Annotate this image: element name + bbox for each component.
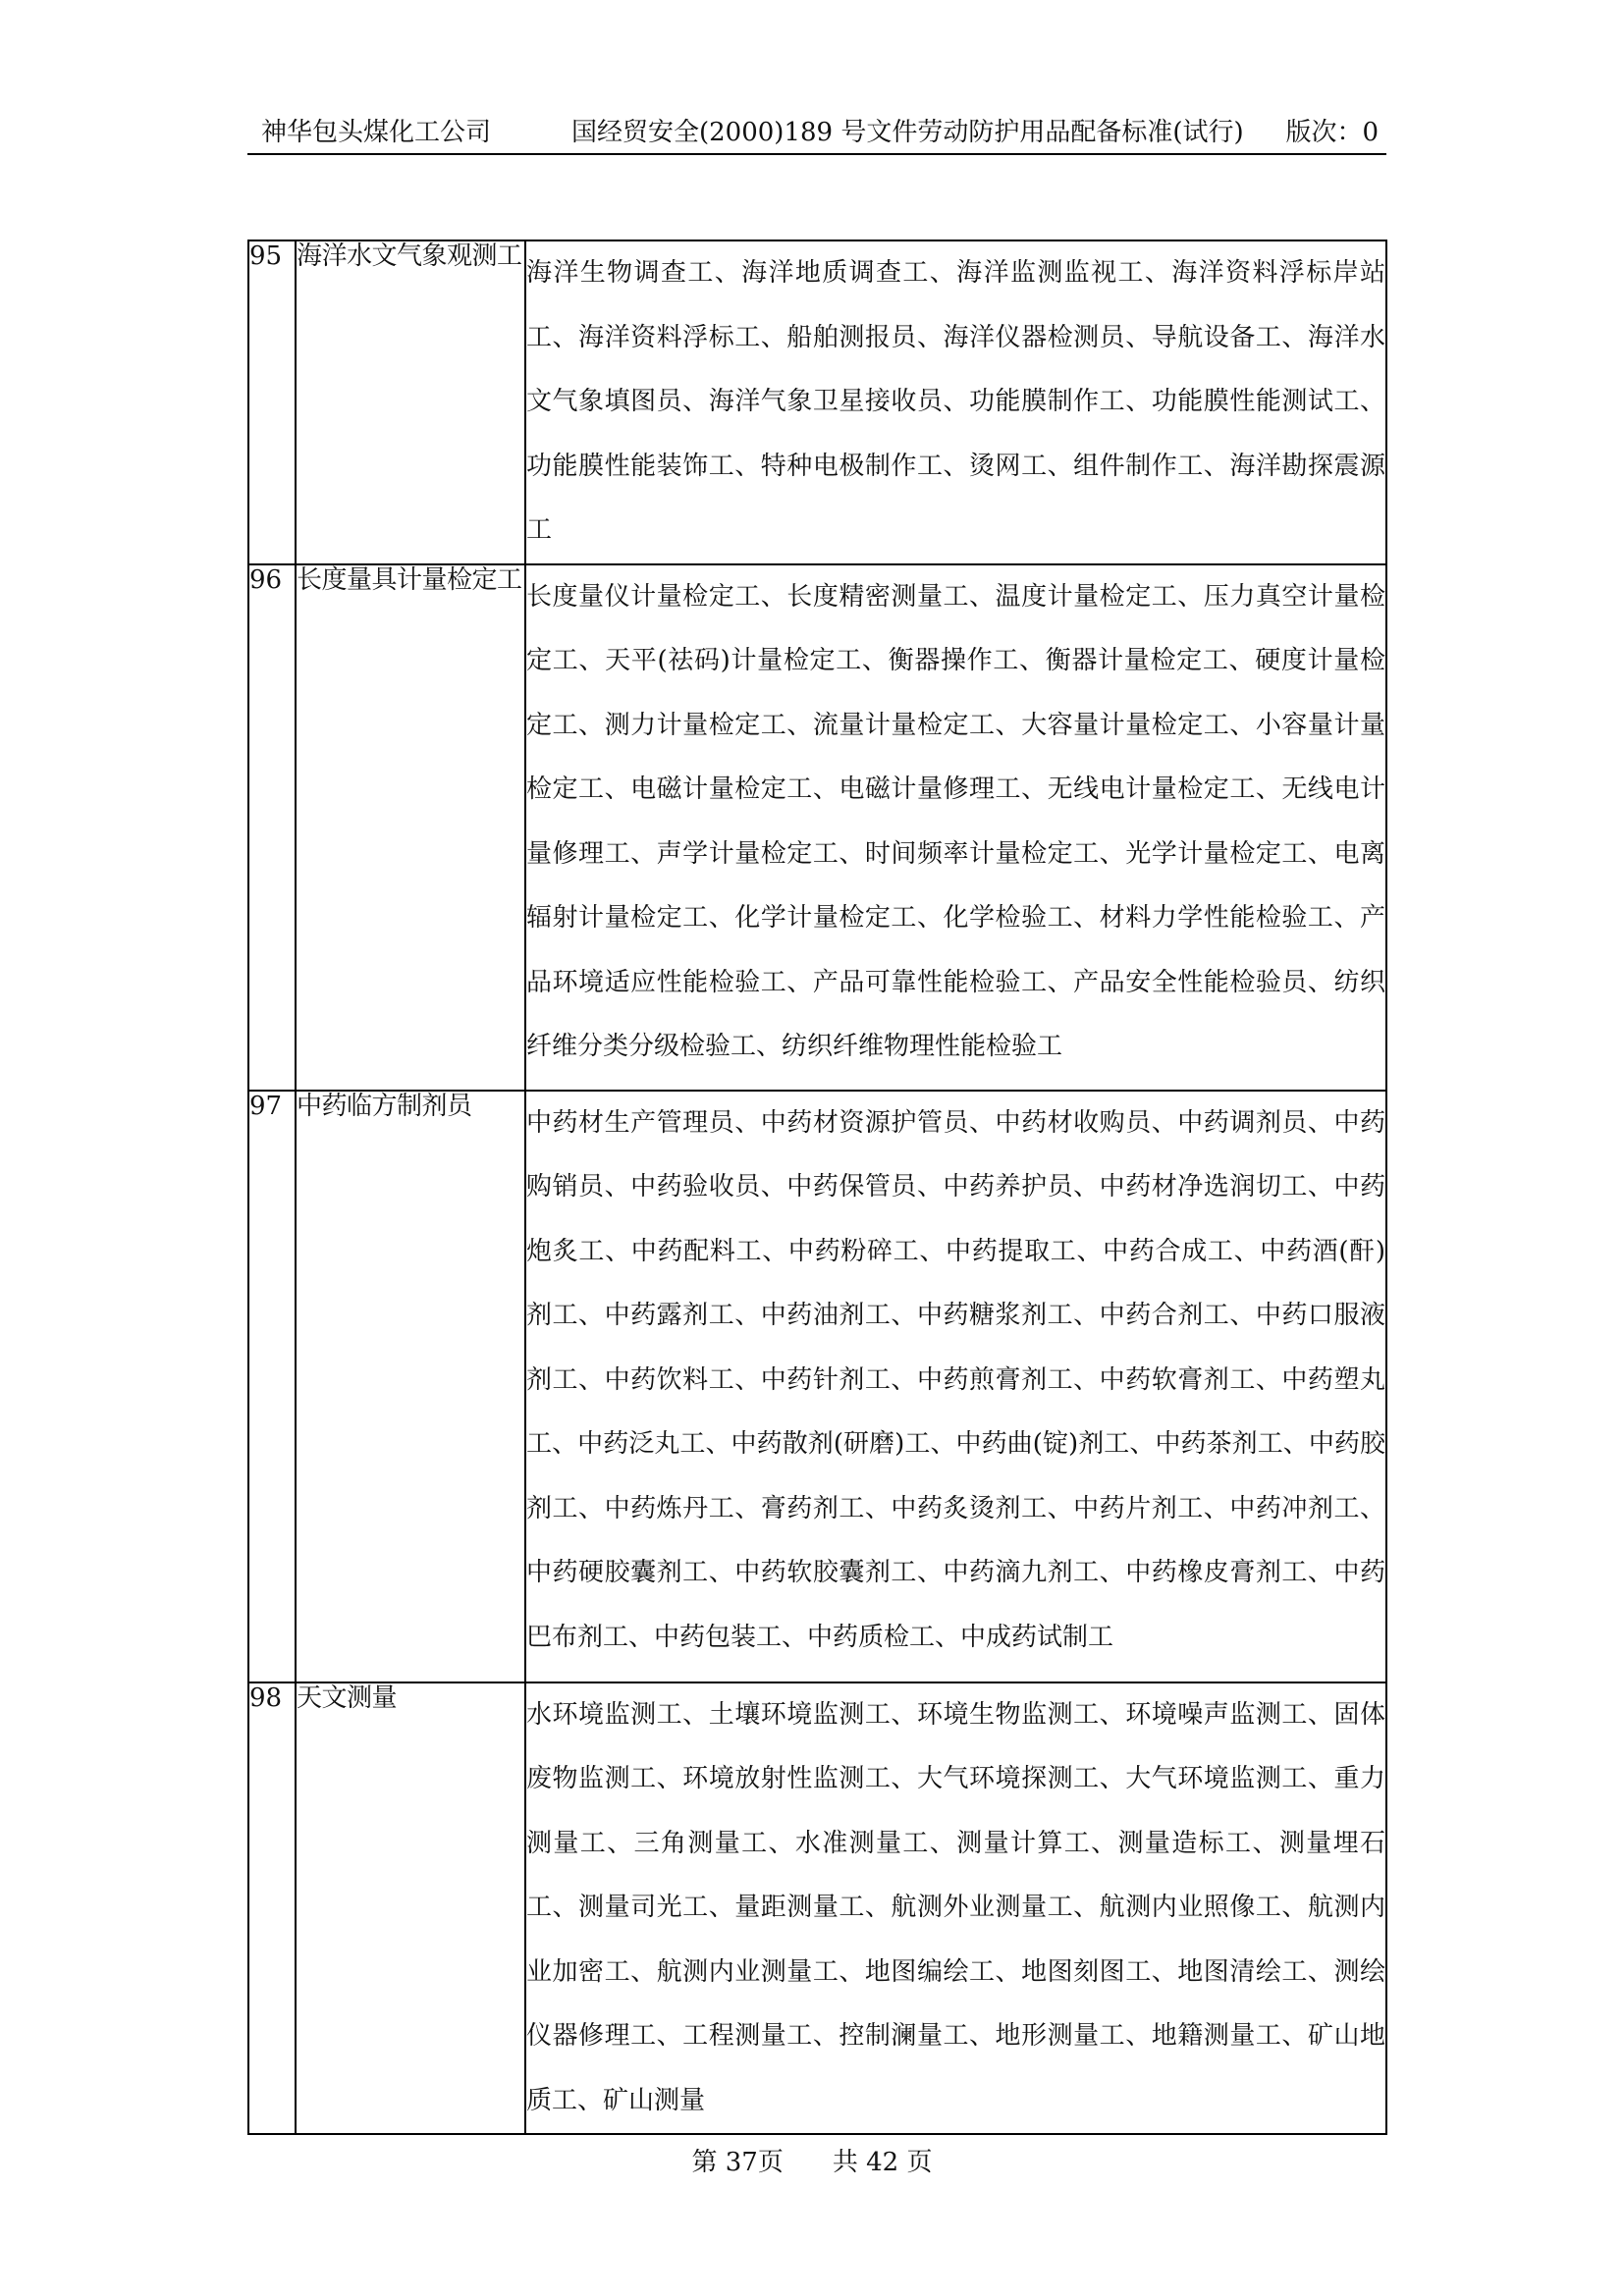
page-number: 第 37页: [691, 2148, 784, 2177]
row-number: 97: [248, 1091, 296, 1682]
job-title: 天文测量: [296, 1682, 525, 2135]
table-row: [248, 1682, 1386, 2135]
related-jobs: 水环境监测工、土壤环境监测工、环境生物监测工、环境噪声监测工、固体废物监测工、环境放射性监测工、大气环境探测工、大气环境监测工、重力测量工、三角测量工、水准测量工、测量计算工、测量造标工、测量埋石工、测量司光工、量距测量工、航测外业测量工、航测内业照像工、航测内业加密工、航测内业测量工、地图编绘工、地图刻图工、地图清绘工、测绘仪器修理工、工程测量工、控制澜量工、地形测量工、地籍测量工、矿山地质工、矿山测量: [525, 1682, 1386, 2135]
related-jobs: 长度量仪计量检定工、长度精密测量工、温度计量检定工、压力真空计量检定工、天平(祛码)计量检定工、衡器操作工、衡器计量检定工、硬度计量检定工、测力计量检定工、流量计量检定工、大容量计量检定工、小容量计量检定工、电磁计量检定工、电磁计量修理工、无线电计量检定工、无线电计量修理工、声学计量检定工、时间频率计量检定工、光学计量检定工、电离辐射计量检定工、化学计量检定工、化学检验工、材料力学性能检验工、产品环境适应性能检验工、产品可靠性能检验工、产品安全性能检验员、纺织纤维分类分级检验工、纺织纤维物理性能检验工: [525, 564, 1386, 1091]
header-document-title: 国经贸安全(2000)189 号文件劳动防护用品配备标准(试行): [571, 118, 1244, 147]
row-number: 98: [248, 1682, 296, 2135]
header-company: 神华包头煤化工公司: [261, 118, 492, 147]
table-row: [248, 1091, 1386, 1682]
related-jobs: 中药材生产管理员、中药材资源护管员、中药材收购员、中药调剂员、中药购销员、中药验收员、中药保管员、中药养护员、中药材净选润切工、中药炮炙工、中药配料工、中药粉碎工、中药提取工、中药合成工、中药酒(酐)剂工、中药露剂工、中药油剂工、中药糖浆剂工、中药合剂工、中药口服液剂工、中药饮料工、中药针剂工、中药煎膏剂工、中药软膏剂工、中药塑丸工、中药泛丸工、中药散剂(研磨)工、中药曲(锭)剂工、中药茶剂工、中药胶剂工、中药炼丹工、膏药剂工、中药炙烫剂工、中药片剂工、中药冲剂工、中药硬胶囊剂工、中药软胶囊剂工、中药滴九剂工、中药橡皮膏剂工、中药巴布剂工、中药包装工、中药质检工、中成药试制工: [525, 1091, 1386, 1682]
header-version: 版次：0: [1285, 118, 1379, 147]
job-title: 长度量具计量检定工: [296, 564, 525, 1091]
ppe-standard-table: [247, 240, 1387, 2135]
table-row: [248, 240, 1386, 564]
page-footer: [0, 2146, 1624, 2179]
row-number: 95: [248, 240, 296, 564]
table-row: [248, 564, 1386, 1091]
page-total: 共 42 页: [832, 2148, 933, 2177]
row-number: 96: [248, 564, 296, 1091]
page-header: [247, 114, 1386, 155]
related-jobs: 海洋生物调查工、海洋地质调查工、海洋监测监视工、海洋资料浮标岸站工、海洋资料浮标工、船舶测报员、海洋仪器检测员、导航设备工、海洋水文气象填图员、海洋气象卫星接收员、功能膜制作工、功能膜性能测试工、功能膜性能装饰工、特种电极制作工、烫网工、组件制作工、海洋勘探震源工: [525, 240, 1386, 564]
job-title: 海洋水文气象观测工: [296, 240, 525, 564]
job-title: 中药临方制剂员: [296, 1091, 525, 1682]
